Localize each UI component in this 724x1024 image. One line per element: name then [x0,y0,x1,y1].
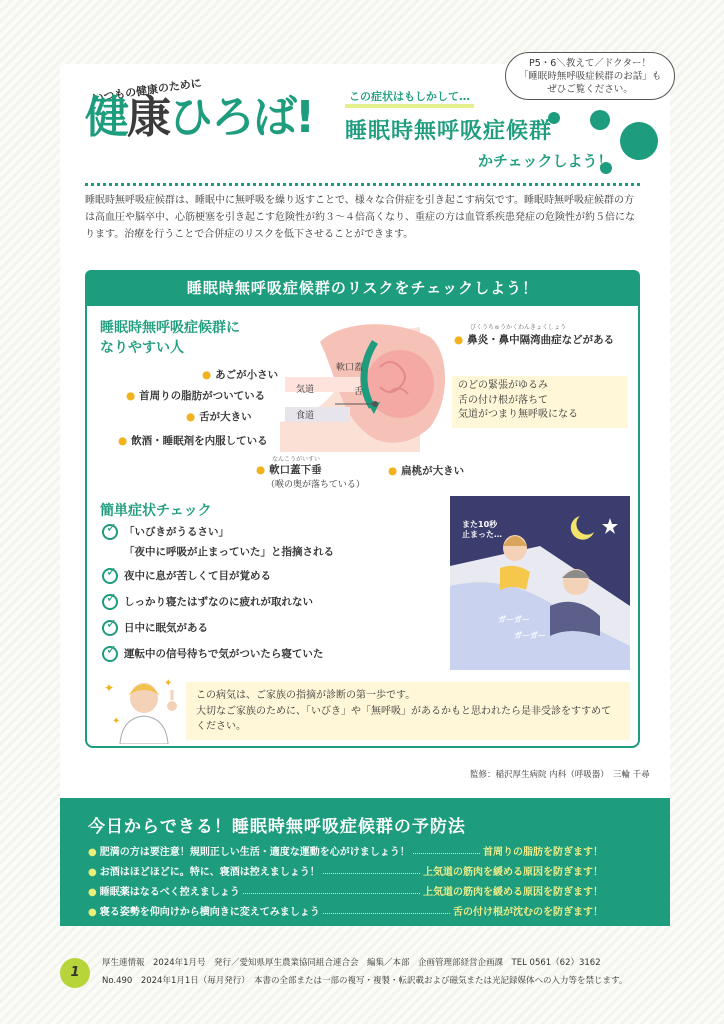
suspect-label: この症状はもしかして… [345,88,474,108]
prevention-title: 今日からできる！睡眠時無呼吸症候群の予防法 [88,817,466,837]
check-item [102,524,334,559]
sleeping-couple-illustration [450,496,630,670]
prone-line-2: なりやすい人 [100,340,184,357]
prevention-effect: 首周りの脂肪を防ぎます！ [483,847,603,858]
prevention-tip: ● 寝る姿勢を仰向けから横向きに変えてみましょう [88,903,320,918]
page-subtitle: かチェックしよう！ [478,152,613,170]
check-item [102,620,208,636]
risk-item-nose: ● 鼻炎・鼻中隔湾曲症などがある [454,332,614,347]
palate-note: （喉の奥が落ちている） [266,480,365,490]
illus-text: また10秒 [462,520,498,529]
check-icon [102,646,118,662]
risk-item: ● 飲酒・睡眠剤を内服している [118,433,268,448]
check-text: 日中に眠気がある [124,622,208,634]
logo-bang: ! [295,92,314,143]
check-item [102,568,271,584]
logo-char-1: 健 [85,92,127,143]
svg-text:✦: ✦ [164,678,173,689]
check-text: 「いびきがうるさい」 [124,526,229,538]
advice-line: ください。 [196,721,246,732]
label-esophagus: 食道 [296,411,315,421]
check-item [102,594,313,610]
footer-line: 厚生連情報 2024年1月号 発行／愛知県厚生農業協同組合連合会 編集／本部 企画管理部経営企画課 TEL 0561（62）3162 [102,958,601,968]
check-text: 夜中に息が苦しくて目が覚める [124,570,271,582]
label-tongue: 舌 [354,387,364,397]
snore-text: ガーガー [498,615,530,624]
page-title: 睡眠時無呼吸症候群 [345,119,553,144]
footer-line: No.490 2024年1月1日（毎月発行） 本書の全部または一部の複写・複製・転訳載および磁気または光記録媒体への入力等を禁じます。 [102,976,628,986]
advice-line: この病気は、ご家族の指摘が診断の第一歩です。 [196,690,416,701]
prevention-effect: 上気道の筋肉を緩める原因を防ぎます！ [423,887,603,898]
prone-line-1: 睡眠時無呼吸症候群に [100,320,240,336]
bubble-line-3: ぜひご覧ください。 [547,83,633,95]
check-text: 「夜中に呼吸が止まっていた」と指摘される [124,546,334,558]
prevention-tip: ● 睡眠薬はなるべく控えましょう [88,883,240,898]
label-palate: 軟口蓋 [336,363,364,373]
prevention-row [88,863,603,878]
check-heading: 簡単症状チェック [100,503,212,519]
risk-item: ● あごが小さい [202,367,278,382]
advice-line: 大切なご家族のために、「いびき」や「無呼吸」があるかもと思われたら是非受診をすすめて [196,705,612,717]
svg-text:✦: ✦ [112,716,121,727]
prevention-row [88,883,603,898]
note-line: 気道がつまり無呼吸になる [458,409,578,420]
leader-dots [413,843,480,854]
leader-dots [243,883,420,894]
prevention-tip: ● 肥満の方は要注意！規則正しい生活・適度な運動を心がけましょう！ [88,843,410,858]
logo-char-2: 康 [127,92,169,143]
deco-dot [590,110,610,130]
prone-heading [100,318,240,359]
risk-item: ● 首周りの脂肪がついている [126,388,265,403]
leader-dots [323,863,420,874]
mechanism-note [452,376,628,428]
palate-ruby: なんこうがいすい [272,456,321,463]
deco-dot [620,122,658,160]
bubble-line-1: P5・6＼教えて／ドクター！ [529,58,651,69]
divider [85,183,640,186]
bubble-line-2: 「睡眠時無呼吸症候群のお話」も [518,70,662,82]
speech-bubble [505,52,675,100]
supervisor-credit: 監修：稲沢厚生病院 内科（呼吸器） 三輪 千尋 [470,770,650,780]
check-icon [102,594,118,610]
prevention-effect: 上気道の筋肉を緩める原因を防ぎます！ [423,867,603,878]
label-airway: 気道 [296,385,315,395]
check-text: しっかり寝たはずなのに疲れが取れない [124,596,313,608]
illus-text: 止まった… [462,530,502,540]
note-line: 舌の付け根が落ちて [458,394,548,406]
risk-item-tonsil: ● 扁桃が大きい [388,463,464,478]
prevention-row [88,903,603,918]
page-number: 1 [60,958,90,988]
risk-item: ● 舌が大きい [186,409,252,424]
doctor-illustration [100,672,186,744]
nose-ruby: びくうちゅうかくわんきょくしょう [470,324,567,331]
risk-item-palate: ● 軟口蓋下垂 [256,462,322,477]
check-icon [102,620,118,636]
illus-caption [462,520,502,541]
logo-char-3: ひろば [169,92,295,143]
prevention-tip: ● お酒はほどほどに。特に、寝酒は控えましょう！ [88,863,320,878]
check-text: 運転中の信号待ちで気がついたら寝ていた [124,648,324,660]
svg-text:✦: ✦ [104,681,115,695]
logo-subtitle: いつもの健康のために [91,76,203,105]
advice-box [186,682,630,740]
check-icon [102,524,118,540]
intro-text: 睡眠時無呼吸症候群は、睡眠中に無呼吸を繰り返すことで、様々な合併症を引き起こす病気です。睡眠時無呼吸症候群の方は高血圧や脳卒中、心筋梗塞を引き起こす危険性が約３～４倍高くなり、重症の方は血管系疾患発症の危険性が約５倍になります。治療を行うことで合併症のリスクを低下させることができます。 [85,195,635,240]
check-item [102,646,323,662]
check-icon [102,568,118,584]
risk-heading: 睡眠時無呼吸症候群のリスクをチェックしよう！ [85,270,640,306]
snore-text: ガーガー [514,631,546,640]
logo [85,92,314,143]
note-line: のどの緊張がゆるみ [458,380,548,391]
leader-dots [323,903,450,914]
prevention-effect: 舌の付け根が沈むのを防ぎます！ [453,907,603,918]
prevention-row [88,843,603,858]
